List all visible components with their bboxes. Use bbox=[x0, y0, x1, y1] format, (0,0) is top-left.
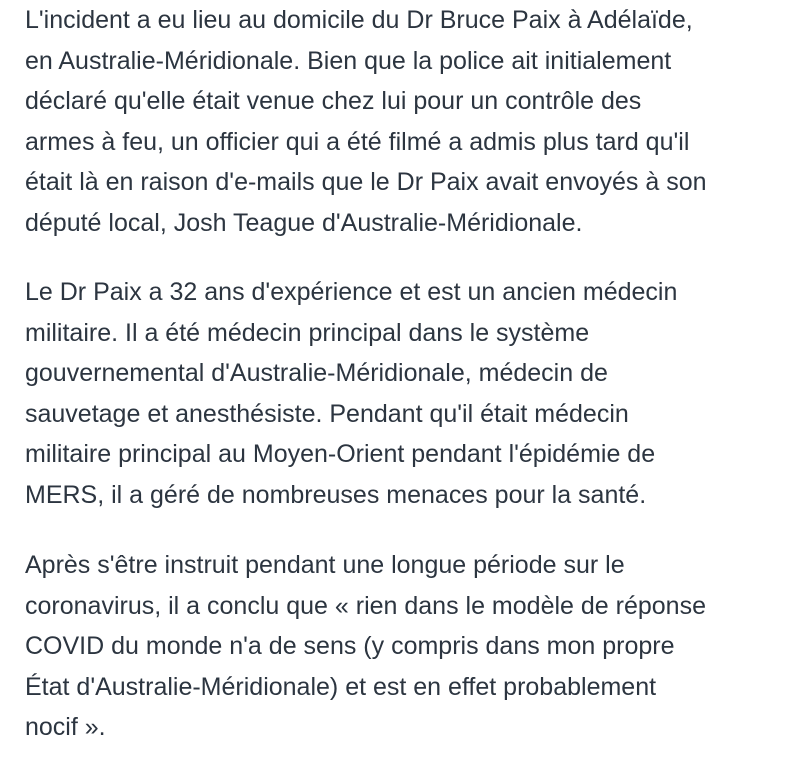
text-line: était là en raison d'e-mails que le Dr Paix avait envoyés à son bbox=[25, 168, 707, 196]
text-line: sauvetage et anesthésiste. Pendant qu'il était médecin bbox=[25, 399, 629, 428]
text-line: nocif ». bbox=[25, 713, 106, 741]
text-line: déclaré qu'elle était venue chez lui pour un contrôle des bbox=[25, 87, 642, 115]
paragraph-conclusion bbox=[25, 545, 780, 748]
text-line: gouvernemental d'Australie-Méridionale, médecin de bbox=[25, 359, 608, 387]
paragraph-experience bbox=[25, 272, 780, 515]
text-line: en Australie-Méridionale. Bien que la police ait initialement bbox=[25, 46, 672, 75]
text-line: COVID du monde n'a de sens (y compris dans mon propre bbox=[25, 632, 675, 660]
text-line: État d'Australie-Méridionale) et est en effet probablement bbox=[25, 672, 657, 701]
text-line: MERS, il a géré de nombreuses menaces pour la santé. bbox=[25, 480, 647, 509]
text-line: militaire. Il a été médecin principal dans le système bbox=[25, 318, 590, 347]
text-line: Le Dr Paix a 32 ans d'expérience et est un ancien médecin bbox=[25, 278, 678, 306]
text-line: L'incident a eu lieu au domicile du Dr Bruce Paix à Adélaïde, bbox=[25, 6, 693, 34]
text-line: coronavirus, il a conclu que « rien dans le modèle de réponse bbox=[25, 591, 706, 620]
text-line: armes à feu, un officier qui a été filmé a admis plus tard qu'il bbox=[25, 127, 690, 156]
text-line: député local, Josh Teague d'Australie-Méridionale. bbox=[25, 208, 583, 237]
text-line: Après s'être instruit pendant une longue période sur le bbox=[25, 551, 625, 579]
paragraph-incident bbox=[25, 0, 780, 243]
text-line: militaire principal au Moyen-Orient pendant l'épidémie de bbox=[25, 440, 656, 468]
